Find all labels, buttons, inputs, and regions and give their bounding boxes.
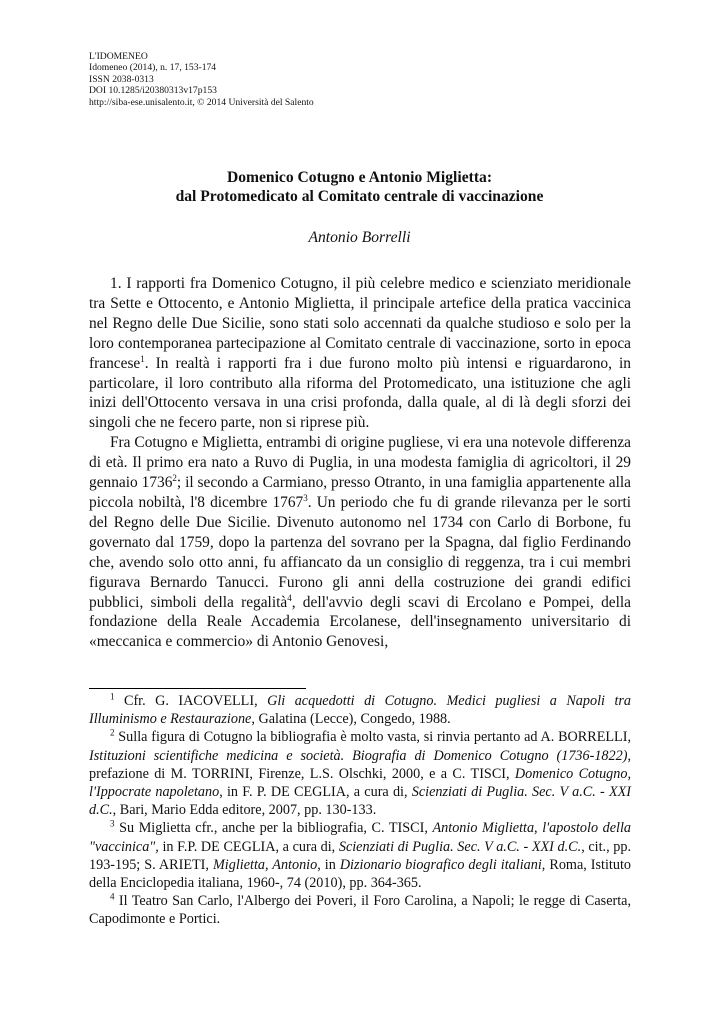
journal-issn: ISSN 2038-0313: [89, 73, 154, 85]
footnote-1: $^1$ Cfr. G. IACOVELLI, Gli acquedotti di Cotugno. Medici pugliesi a Napoli tra Illuminismo e Restaurazione, Galatina (Lecce), Congedo, 1988.: [89, 691, 631, 728]
footnote-ref-1[interactable]: 1: [140, 353, 145, 364]
footnote-2: $^2$ Sulla figura di Cotugno la bibliografia è molto vasta, si rinvia pertanto ad A. BORRELLI, Istituzioni scientifiche medicina e società. Biografia di Domenico Cotugno (1736-1822), prefazione di M. TORRINI, Firenze, L.S. Olschki, 2000, e a C. TISCI, Domenico Cotugno, l'Ippocrate napoletano, in F. P. DE CEGLIA, a cura di, Scienziati di Puglia. Sec. V a.C. - XXI d.C., Bari, Mario Edda editore, 2007, pp. 130-133.: [89, 727, 632, 819]
article-body: [89, 274, 631, 652]
footnote-ref-2[interactable]: 2: [172, 472, 177, 483]
journal-url: http://siba-ese.unisalento.it, © 2014 Università del Salento: [89, 96, 314, 108]
journal-doi: DOI 10.1285/i20380313v17p153: [89, 85, 217, 97]
footnote-ref-3[interactable]: 3: [303, 492, 308, 503]
journal-citation: Idomeneo (2014), n. 17, 153-174: [89, 62, 217, 74]
footnote-4: $^4$ Il Teatro San Carlo, l'Albergo dei Poveri, il Foro Carolina, a Napoli; le regge di Caserta, Capodimonte e Portici.: [89, 891, 631, 928]
title-line-1: Domenico Cotugno e Antonio Miglietta:: [226, 169, 493, 186]
paragraph-1: 1. I rapporti fra Domenico Cotugno, il più celebre medico e scienziato meridionale tra Sette e Ottocento, e Antonio Miglietta, il principale artefice della pratica vaccinica nel Regno delle Due Sicilie, sono stati solo accennati da qualche studioso e solo per la loro contemporanea partecipazione al Comitato centrale di vaccinazione, sorto in epoca francese$^1$. In realtà i rapporti fra i due furono molto più intensi e riguardarono, in particolare, il loro contributo alla riforma del Protomedicato, una istituzione che agli inizi dell'Ottocento versava in una crisi profonda, dalla quale, al di là degli sforzi dei singoli che ne fecero parte, non si riprese più.: [89, 275, 631, 432]
title-line-2: dal Protomedicato al Comitato centrale di vaccinazione: [175, 188, 544, 205]
footnote-ref-4[interactable]: 4: [287, 592, 292, 603]
journal-header: [89, 51, 314, 108]
footnote-3: $^3$ Su Miglietta cfr., anche per la bibliografia, C. TISCI, Antonio Miglietta, l'apostolo della "vaccinica", in F.P. DE CEGLIA, a cura di, Scienziati di Puglia. Sec. V a.C. - XXI d.C., cit., pp. 193-195; S. ARIETI, Miglietta, Antonio, in Dizionario biografico degli italiani, Roma, Istituto della Enciclopedia italiana, 1960-, 74 (2010), pp. 364-365.: [89, 818, 632, 892]
article-title: [0, 168, 719, 206]
article-author: Antonio Borrelli: [308, 229, 411, 246]
paragraph-2: Fra Cotugno e Miglietta, entrambi di origine pugliese, vi era una notevole differenza di età. Il primo era nato a Ruvo di Puglia, in una modesta famiglia di agricoltori, il 29 gennaio 1736$^2$; il secondo a Carmiano, presso Otranto, in una famiglia appartenente alla piccola nobiltà, l'8 dicembre 1767$^3$. Un periodo che fu di grande rilevanza per le sorti del Regno delle Due Sicilie. Divenuto autonomo nel 1734 con Carlo di Borbone, fu governato dal 1759, dopo la partenza del sovrano per la Spagna, dal figlio Ferdinando che, avendo solo otto anni, fu affiancato da un consiglio di reggenza, tra i cui membri figurava Bernardo Tanucci. Furono gli anni della costruzione dei grandi edifici pubblici, simboli della regalità$^4$, dell'avvio degli scavi di Ercolano e Pompei, della fondazione della Reale Accademia Ercolanese, dell'insegnamento universitario di «meccanica e commercio» di Antonio Genovesi,: [89, 434, 631, 651]
journal-name: L'IDOMENEO: [89, 51, 148, 62]
footnote-separator: [89, 688, 306, 689]
footnotes: [89, 692, 631, 929]
